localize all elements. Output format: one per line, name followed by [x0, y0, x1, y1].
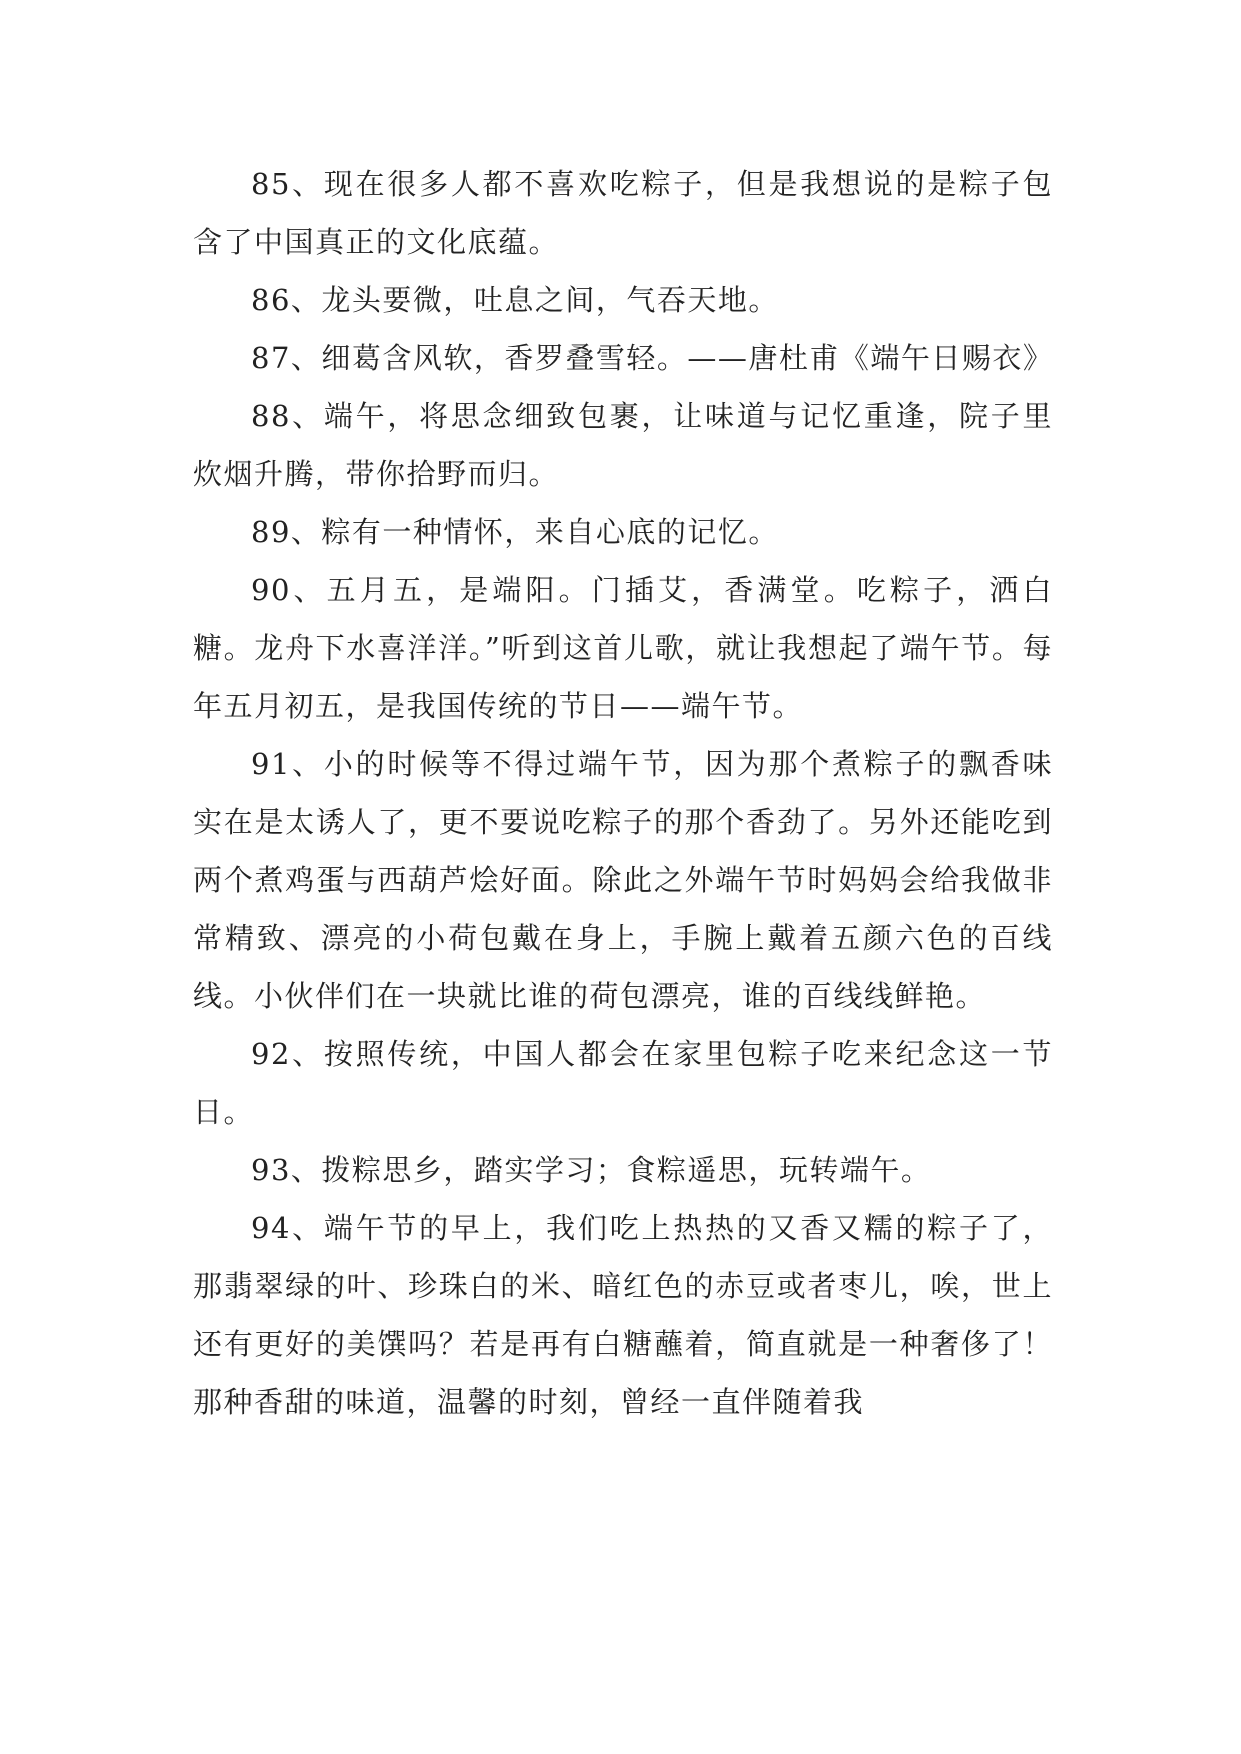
paragraph-90: 90、五月五，是端阳。门插艾，香满堂。吃粽子，洒白糖。龙舟下水喜洋洋。”听到这首儿歌，就让我想起了端午节。每年五月初五，是我国传统的节日——端午节。 — [193, 573, 1053, 723]
paragraph-85: 85、现在很多人都不喜欢吃粽子，但是我想说的是粽子包含了中国真正的文化底蕴。 — [193, 167, 1053, 259]
paragraph-94: 94、端午节的早上，我们吃上热热的又香又糯的粽子了，那翡翠绿的叶、珍珠白的米、暗红色的赤豆或者枣儿，唉，世上还有更好的美馔吗？若是再有白糖蘸着，简直就是一种奢侈了！那种香甜的味道，温馨的时刻，曾经一直伴随着我 — [193, 1211, 1053, 1419]
paragraph-87: 87、细葛含风软，香罗叠雪轻。——唐杜甫《端午日赐衣》 — [251, 341, 1054, 375]
paragraph-93: 93、拨粽思乡，踏实学习；食粽遥思，玩转端午。 — [251, 1153, 932, 1187]
document-body — [193, 155, 1053, 1431]
paragraph-86: 86、龙头要微，吐息之间，气吞天地。 — [251, 283, 779, 317]
paragraph-91: 91、小的时候等不得过端午节，因为那个煮粽子的飘香味实在是太诱人了，更不要说吃粽子的那个香劲了。另外还能吃到两个煮鸡蛋与西葫芦烩好面。除此之外端午节时妈妈会给我做非常精致、漂亮的小荷包戴在身上，手腕上戴着五颜六色的百线线。小伙伴们在一块就比谁的荷包漂亮，谁的百线线鲜艳。 — [193, 747, 1053, 1013]
paragraph-88: 88、端午，将思念细致包裹，让味道与记忆重逢，院子里炊烟升腾，带你拾野而归。 — [193, 399, 1053, 491]
paragraph-89: 89、粽有一种情怀，来自心底的记忆。 — [251, 515, 779, 549]
paragraph-92: 92、按照传统，中国人都会在家里包粽子吃来纪念这一节日。 — [193, 1037, 1053, 1129]
